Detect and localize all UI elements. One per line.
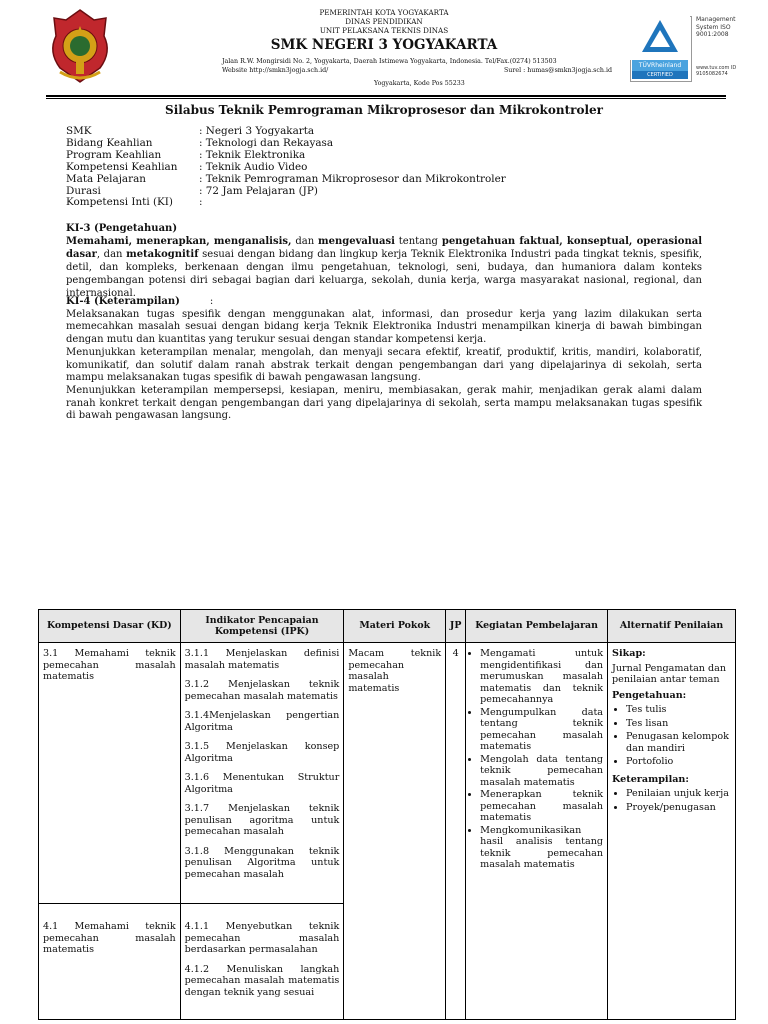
info-value: : Teknologi dan Rekayasa	[199, 136, 334, 149]
list-item: • Penugasan kelompok dan mandiri	[626, 731, 731, 754]
ipk-item: 3.1.5 Menjelaskan konsep Algoritma	[184, 741, 340, 764]
ki3-body	[66, 235, 702, 300]
ki4-paragraph: Melaksanakan tugas spesifik dengan menggunakan alat, informasi, dan prosedur kerja yang lazim dilakukan serta memecahkan masalah sesuai dengan bidang kerja Teknik Elektronika Industri menampilkan kinerja di bawah bimbingan dengan mutu dan kuantitas yang terukur sesuai dengan standar kompetensi kerja.	[66, 308, 702, 346]
ki3-section	[66, 222, 702, 300]
ipk-item: 3.1.7 Menjelaskan teknik penulisan agoritma untuk pemecahan masalah	[184, 803, 340, 837]
list-item: • Tes tulis	[626, 704, 731, 716]
ki3-text: , dan	[96, 249, 127, 260]
unit-line: UNIT PELAKSANA TEKNIS DINAS	[319, 26, 449, 35]
dept-line: DINAS PENDIDIKAN	[345, 17, 423, 26]
website-text: Website http://smkn3jogja.sch.id/	[222, 66, 329, 74]
tuv-triangle-icon	[630, 16, 690, 60]
info-key: Mata Pelajaran	[66, 172, 146, 185]
materi-pokok-cell: Macam teknik pemecahan masalah matematis	[348, 648, 442, 694]
ki4-section	[66, 296, 702, 423]
list-item: • Mengumpulkan data tentang teknik pemecahan masalah matematis	[480, 707, 603, 753]
sikap-heading: Sikap:	[612, 648, 646, 659]
cert-system-text: Management System ISO 9001:2008	[696, 16, 736, 38]
keterampilan-heading: Keterampilan:	[612, 773, 689, 785]
certified-label: CERTIFIED	[632, 71, 688, 79]
ki3-heading: KI-3 (Pengetahuan)	[66, 223, 178, 234]
ki4-paragraph: Menunjukkan keterampilan mempersepsi, kesiapan, meniru, membiasakan, gerak mahir, menjadikan gerak alami dalam ranah konkret terkait dengan pengembangan dari yang dipelajarinya di sekolah, serta mampu melaksanakan tugas spesifik di bawah pengawasan langsung.	[66, 384, 702, 422]
ki3-bold: mengevaluasi	[318, 236, 395, 247]
ipk-item: 3.1.1 Menjelaskan definisi masalah matematis	[184, 648, 340, 671]
kegiatan-list	[470, 648, 603, 871]
sikap-text: Jurnal Pengamatan dan penilaian antar teman	[612, 662, 727, 685]
city-crest-logo	[46, 6, 114, 86]
info-key: Bidang Keahlian	[66, 136, 153, 149]
info-value: : Teknik Elektronika	[199, 148, 306, 161]
list-item: • Portofolio	[626, 756, 731, 768]
column-header: Kegiatan Pembelajaran	[466, 610, 608, 643]
address-line: Jalan R.W. Mongirsidi No. 2, Yogyakarta, Daerah Istimewa Yogyakarta, Indonesia. Tel/Fax.(0274) 513503	[222, 58, 557, 65]
ipk-item: 4.1.2 Menuliskan langkah pemecahan masalah matematis dengan teknik yang sesuai	[184, 963, 340, 998]
ki3-bold: pengetahuan faktual, konseptual, operasional dasar	[66, 236, 702, 260]
ipk-item: 3.1.6 Menentukan Struktur Algoritma	[184, 772, 340, 795]
jp-cell: 4	[452, 648, 459, 659]
column-header: Materi Pokok	[344, 610, 446, 643]
info-value: : Teknik Pemrograman Mikroprosesor dan Mikrokontroler	[199, 172, 506, 185]
kd-cell: 4.1 Memahami teknik pemecahan masalah matematis	[43, 921, 176, 955]
ki3-bold: metakognitif	[126, 249, 199, 260]
column-header: Kompetensi Dasar (KD)	[39, 610, 181, 643]
column-header: Alternatif Penilaian	[608, 610, 736, 643]
ipk-item: 3.1.4Menjelaskan pengertian Algoritma	[184, 710, 340, 733]
ki3-text: sesuai dengan bidang dan lingkup kerja Teknik Elektronika Industri pada tingkat teknis, spesifik, detil, dan kompleks, berkenaan dengan ilmu pengetahuan, teknologi, seni, budaya, dan humaniora dalam konteks pengembangan potensi diri sebagai bagian dari keluarga, sekolah, dunia kerja, warga masyarakat nasional, regional, dan internasional.	[66, 249, 702, 299]
syllabus-table	[38, 609, 736, 1020]
ipk-item: 3.1.8 Menggunakan teknik penulisan Algoritma untuk pemecahan masalah	[184, 845, 340, 880]
ki4-heading: KI-4 (Keterampilan)	[66, 296, 180, 307]
pengetahuan-heading: Pengetahuan:	[612, 689, 687, 701]
school-name: SMK NEGERI 3 YOGYAKARTA	[270, 37, 498, 53]
postal-code-text: Yogyakarta, Kode Pos 55233	[374, 80, 465, 87]
ki3-text: dan	[291, 236, 319, 247]
email-text: Surel : humas@smkn3jogja.sch.id	[503, 66, 612, 74]
table-header-row	[39, 610, 736, 643]
ki4-paragraph: Menunjukkan keterampilan menalar, mengolah, dan menyaji secara efektif, kreatif, produktif, kritis, mandiri, kolaboratif, komunikatif, dan solutif dalam ranah abstrak terkait dengan pengembangan dari yang dipelajarinya di sekolah, serta mampu melaksanakan tugas spesifik di bawah pengawasan langsung.	[66, 346, 702, 384]
list-item: • Menerapkan teknik pemecahan masalah matematis	[480, 789, 603, 824]
ki3-text: tentang	[394, 236, 442, 247]
course-info	[66, 126, 506, 209]
info-value: :	[199, 196, 203, 209]
info-key: Kompetensi Inti (KI)	[66, 196, 173, 209]
column-header: Indikator Pencapaian Kompetensi (IPK)	[180, 610, 344, 643]
header-rule	[46, 95, 726, 97]
list-item: • Penilaian unjuk kerja	[626, 788, 731, 800]
info-value: : 72 Jam Pelajaran (JP)	[199, 184, 318, 197]
list-item: • Mengolah data tentang teknik pemecahan masalah matematis	[480, 754, 603, 789]
table-row	[39, 643, 736, 904]
info-value: : Negeri 3 Yogyakarta	[199, 125, 315, 137]
cert-url-text: www.tuv.com ID 9105082674	[696, 64, 737, 77]
tuv-label: TÜVRheinland	[632, 60, 688, 71]
document-title: Silabus Teknik Pemrograman Mikroprosesor dan Mikrokontroler	[165, 103, 603, 117]
column-header: JP	[446, 610, 466, 643]
ki4-colon: :	[209, 296, 214, 307]
info-key: SMK	[66, 125, 92, 137]
header-rule-thin	[46, 98, 726, 99]
gov-line: PEMERINTAH KOTA YOGYAKARTA	[319, 8, 449, 17]
ipk-item: 3.1.2 Menjelaskan teknik pemecahan masalah matematis	[184, 679, 340, 702]
info-key: Durasi	[66, 184, 101, 197]
ipk-item: 4.1.1 Menyebutkan teknik pemecahan masalah berdasarkan permasalahan	[184, 921, 340, 955]
ki3-bold: Memahami, menerapkan, menganalisis,	[66, 236, 292, 247]
info-key: Kompetensi Keahlian	[66, 160, 178, 173]
kd-cell: 3.1 Memahami teknik pemecahan masalah matematis	[43, 648, 176, 682]
info-key: Program Keahlian	[66, 148, 162, 161]
list-item: • Mengamati untuk mengidentifikasi dan merumuskan masalah matematis dan teknik pemecahannya	[480, 648, 603, 706]
list-item: • Proyek/penugasan	[626, 802, 731, 814]
info-value: : Teknik Audio Video	[199, 160, 308, 173]
letterhead	[0, 0, 768, 104]
list-item: • Tes lisan	[626, 718, 731, 730]
iso-certificate-badge	[630, 16, 755, 80]
list-item: • Mengkomunikasikan hasil analisis tentang teknik pemecahan masalah matematis	[480, 825, 603, 871]
